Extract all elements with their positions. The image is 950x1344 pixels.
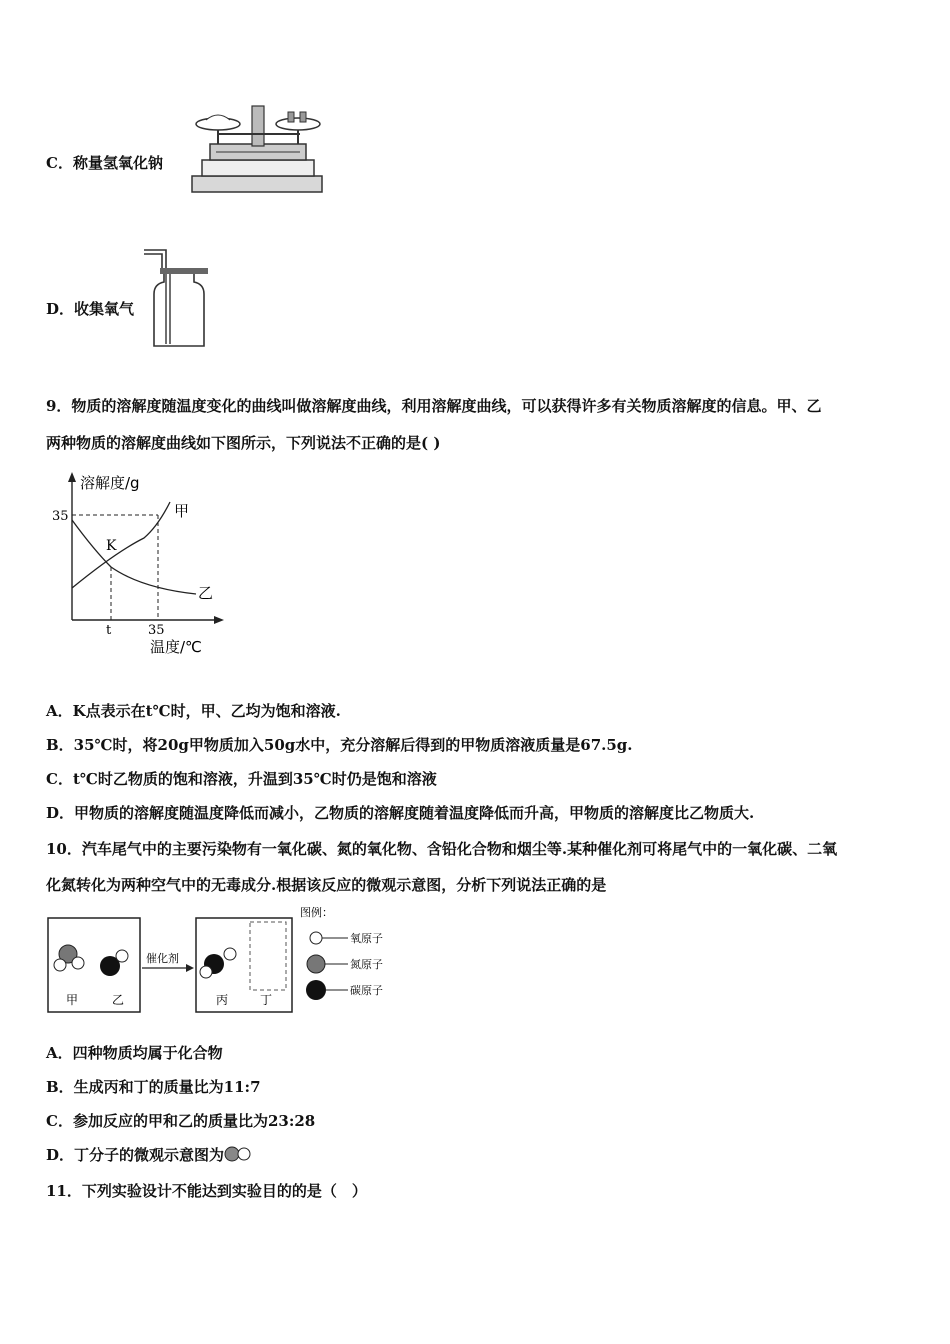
- legend-o-icon: [310, 932, 322, 944]
- ding-molecule-figure: [224, 1146, 254, 1162]
- balance-figure: [188, 102, 328, 194]
- q8-option-d: D．收集氧气: [46, 300, 135, 318]
- q9-option-a: A．K点表示在t℃时，甲、乙均为饱和溶液.: [46, 702, 341, 720]
- q10-option-d-row: [46, 1144, 254, 1165]
- q10-stem-line1: 10．汽车尾气中的主要污染物有一氧化碳、氮的氧化物、含铅化合物和烟尘等.某种催化剂可将尾气中的一氧化碳、二氧: [46, 840, 838, 858]
- q10-option-a: A．四种物质均属于化合物: [46, 1044, 223, 1062]
- q9-option-b: B．35℃时，将20g甲物质加入50g水中，充分溶解后得到的甲物质溶液质量是67.5g.: [46, 736, 633, 754]
- x-label: 温度/℃: [150, 638, 202, 656]
- q10-option-d: D．丁分子的微观示意图为: [46, 1146, 225, 1164]
- q9-stem-line1: 9．物质的溶解度随温度变化的曲线叫做溶解度曲线，利用溶解度曲线，可以获得许多有关物质溶解度的信息。甲、乙: [46, 397, 822, 415]
- q9-option-c: C．t℃时乙物质的饱和溶液，升温到35℃时仍是饱和溶液: [46, 770, 437, 788]
- solubility-graph: [46, 470, 226, 660]
- curve-yi-label: 乙: [198, 584, 214, 602]
- curve-jia-label: 甲: [174, 502, 190, 520]
- q9-option-d: D．甲物质的溶解度随温度降低而减小，乙物质的溶解度随着温度降低而升高，甲物质的溶解度比乙物质大.: [46, 804, 755, 822]
- bing-o-atom-1: [200, 966, 212, 978]
- yi-o-atom: [116, 950, 128, 962]
- legend-n-icon: [307, 955, 325, 973]
- curve-yi: [72, 520, 196, 594]
- q11-stem: 11．下列实验设计不能达到实验目的的是（ ）: [46, 1182, 367, 1200]
- y-tick-35: 35: [52, 509, 69, 524]
- y-label: 溶解度/g: [80, 474, 140, 492]
- reaction-arrow-head: [186, 964, 194, 972]
- legend-c-icon: [306, 980, 326, 1000]
- legend-o-label: 氧原子: [350, 932, 383, 945]
- label-yi: 乙: [112, 993, 125, 1007]
- q10-option-c: C．参加反应的甲和乙的质量比为23:28: [46, 1112, 316, 1130]
- legend-c-label: 碳原子: [350, 984, 383, 997]
- q8-option-c: C．称量氢氧化钠: [46, 154, 163, 172]
- gas-bottle-figure: [140, 246, 210, 350]
- jia-o-atom-1: [54, 959, 66, 971]
- q10-option-b: B．生成丙和丁的质量比为11:7: [46, 1078, 261, 1096]
- x-tick-35: 35: [148, 623, 165, 638]
- x-axis-arrow: [214, 616, 224, 624]
- y-axis-arrow: [68, 472, 76, 482]
- q9-stem-line2: 两种物质的溶解度曲线如下图所示，下列说法不正确的是( ): [46, 434, 441, 452]
- label-bing: 丙: [216, 993, 229, 1007]
- point-k-label: K: [106, 538, 117, 554]
- q10-stem-line2: 化氮转化为两种空气中的无毒成分.根据该反应的微观示意图，分析下列说法正确的是: [46, 876, 607, 894]
- label-jia: 甲: [66, 993, 79, 1007]
- reaction-diagram: [46, 904, 396, 1016]
- x-tick-t: t: [106, 623, 112, 638]
- bing-o-atom-2: [224, 948, 236, 960]
- jia-o-atom-2: [72, 957, 84, 969]
- legend-n-label: 氮原子: [350, 958, 383, 971]
- legend-title: 图例：: [300, 906, 333, 919]
- catalyst-label: 催化剂: [146, 952, 179, 965]
- label-ding: 丁: [260, 993, 273, 1007]
